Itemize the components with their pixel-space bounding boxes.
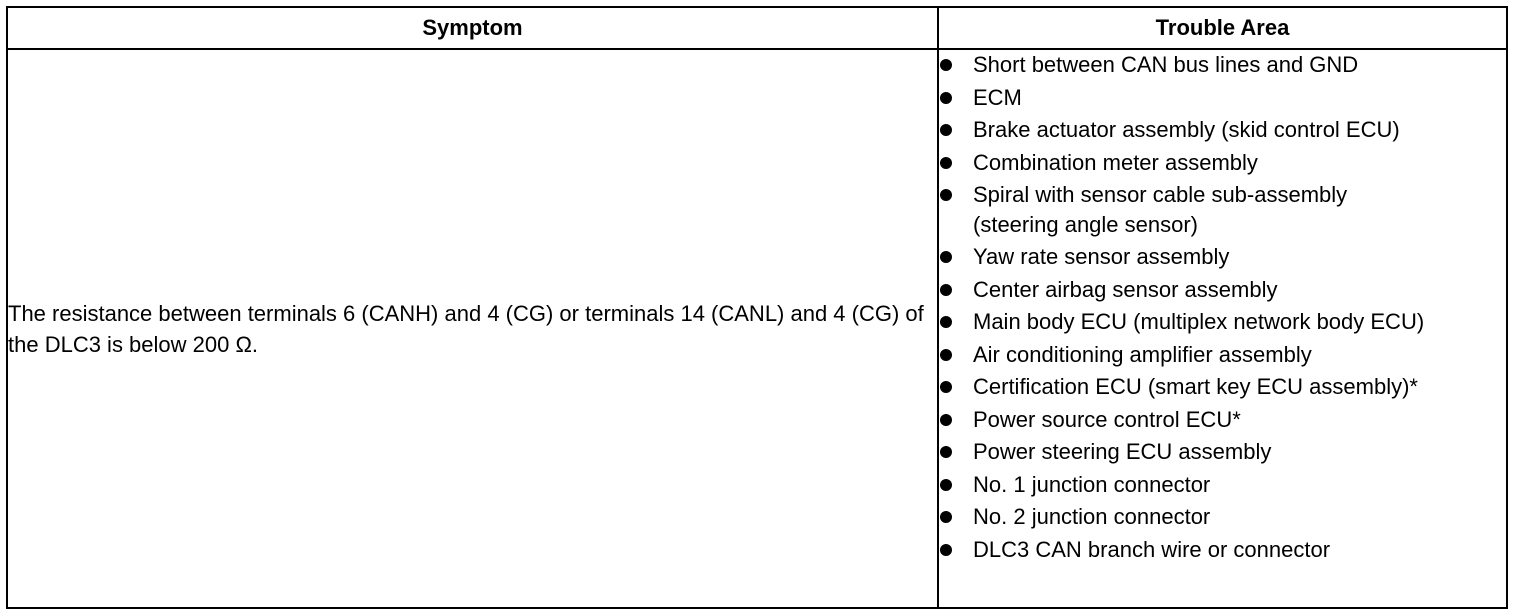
list-item: [939, 115, 1506, 145]
bullet-icon: [940, 511, 952, 523]
list-item: [939, 470, 1506, 500]
bullet-icon: [940, 349, 952, 361]
trouble-area-list: [939, 50, 1506, 564]
list-item-label: Brake actuator assembly (skid control ECU): [973, 117, 1400, 142]
bullet-icon: [940, 446, 952, 458]
list-item-label: Power source control ECU*: [973, 406, 1241, 432]
list-item-label: DLC3 CAN branch wire or connector: [973, 536, 1331, 562]
list-item-label: Power steering ECU assembly: [973, 439, 1272, 464]
bullet-icon: [940, 189, 952, 201]
bullet-icon: [940, 157, 952, 169]
list-item: [939, 83, 1506, 113]
bullet-icon: [940, 316, 952, 328]
table-row: [7, 49, 1507, 608]
list-item: [939, 405, 1506, 435]
list-item-label: Short between CAN bus lines and GND: [973, 52, 1359, 77]
list-item: [939, 372, 1506, 402]
symptom-table: [6, 6, 1508, 609]
bullet-icon: [940, 124, 952, 136]
list-item: [939, 180, 1433, 239]
list-item: [939, 50, 1506, 80]
bullet-icon: [940, 544, 952, 556]
list-item: [939, 340, 1506, 370]
list-item-label: Spiral with sensor cable sub-assembly (steering angle sensor): [973, 182, 1348, 237]
bullet-icon: [940, 284, 952, 296]
trouble-area-cell: [938, 49, 1507, 608]
list-item-label: Certification ECU (smart key ECU assembly)*: [973, 374, 1418, 399]
list-item-label: Center airbag sensor assembly: [973, 276, 1278, 302]
list-item-label: Yaw rate sensor assembly: [973, 244, 1230, 269]
list-item: [939, 502, 1506, 532]
bullet-icon: [940, 59, 952, 71]
list-item: [939, 148, 1506, 178]
list-item-label: Main body ECU (multiplex network body ECU): [973, 309, 1425, 334]
list-item: [939, 535, 1506, 565]
bullet-icon: [940, 381, 952, 393]
list-item: [939, 242, 1506, 272]
bullet-icon: [940, 479, 952, 491]
list-item-label: Combination meter assembly: [973, 149, 1258, 175]
list-item-label: Air conditioning amplifier assembly: [973, 341, 1312, 367]
list-item-label: No. 1 junction connector: [973, 471, 1211, 497]
bullet-icon: [940, 414, 952, 426]
list-item: [939, 307, 1433, 337]
list-item-label: ECM: [973, 84, 1022, 110]
bullet-icon: [940, 92, 952, 104]
list-item: [939, 275, 1506, 305]
header-row: [7, 7, 1507, 49]
symptom-cell: The resistance between terminals 6 (CANH) and 4 (CG) or terminals 14 (CANL) and 4 (CG) of the DLC3 is below 200 Ω.: [7, 49, 938, 608]
header-trouble-area: Trouble Area: [938, 7, 1507, 49]
list-item-label: No. 2 junction connector: [973, 504, 1211, 529]
bullet-icon: [940, 251, 952, 263]
header-symptom: Symptom: [7, 7, 938, 49]
list-item: [939, 437, 1506, 467]
